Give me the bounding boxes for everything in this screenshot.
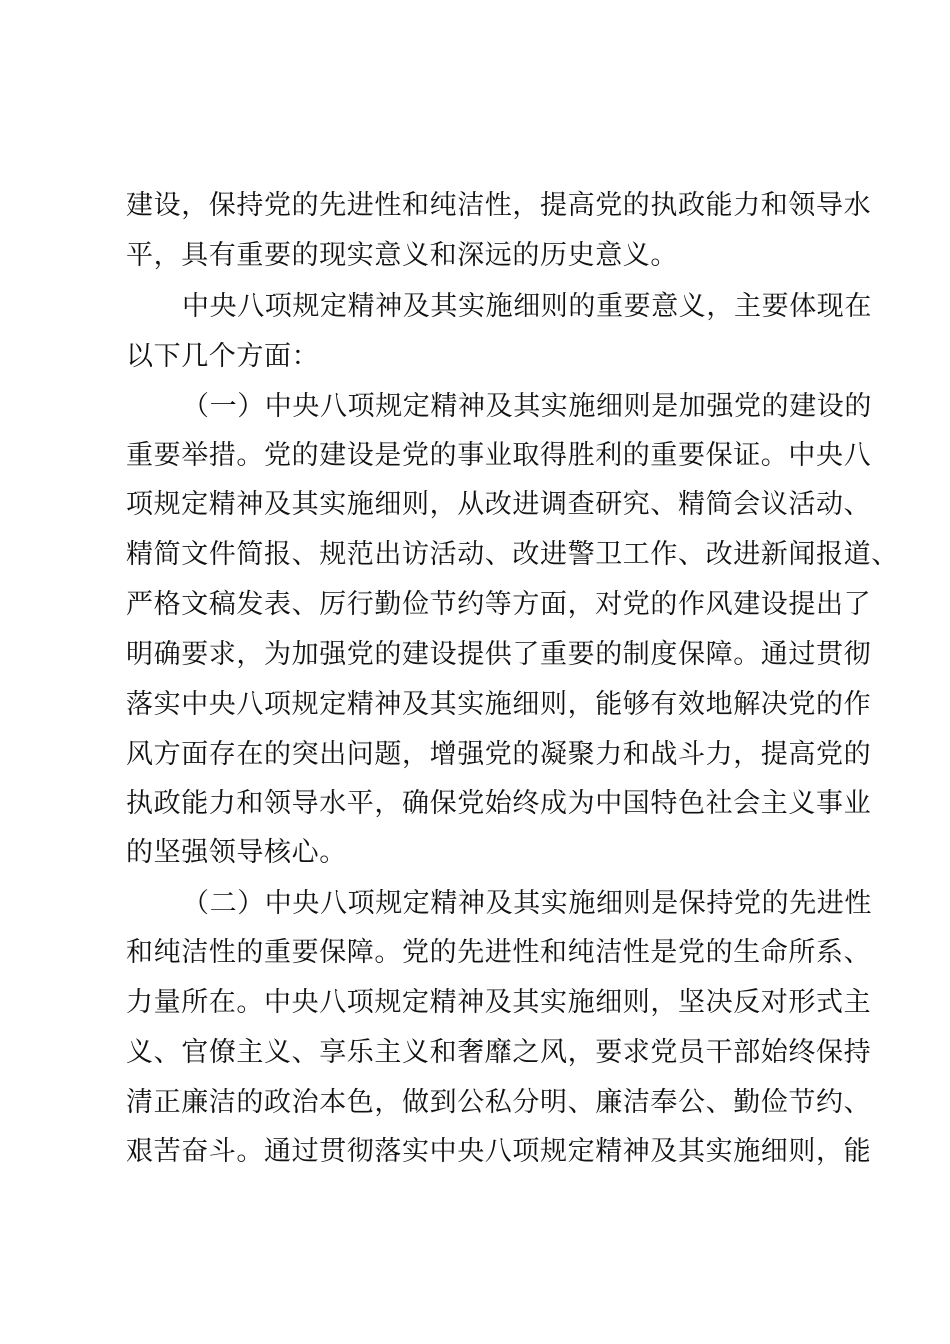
- text-line: 艰苦奋斗。通过贯彻落实中央八项规定精神及其实施细则，能: [126, 1136, 872, 1167]
- text-line: 的坚强领导核心。: [126, 837, 347, 868]
- text-line: 义、官僚主义、享乐主义和奢靡之风，要求党员干部始终保持: [126, 1037, 872, 1068]
- text-line: 明确要求，为加强党的建设提供了重要的制度保障。通过贯彻: [126, 639, 872, 670]
- text-line: 建设，保持党的先进性和纯洁性，提高党的执政能力和领导水: [126, 190, 872, 221]
- text-line: 精简文件简报、规范出访活动、改进警卫工作、改进新闻报道、: [126, 539, 899, 570]
- text-line: 以下几个方面：: [126, 341, 320, 372]
- text-line: 和纯洁性的重要保障。党的先进性和纯洁性是党的生命所系、: [126, 937, 872, 968]
- text-line: 力量所在。中央八项规定精神及其实施细则，坚决反对形式主: [126, 987, 872, 1018]
- text-line: 清正廉洁的政治本色，做到公私分明、廉洁奉公、勤俭节约、: [126, 1087, 872, 1118]
- text-line: 严格文稿发表、厉行勤俭节约等方面，对党的作风建设提出了: [126, 589, 872, 620]
- text-line: 执政能力和领导水平，确保党始终成为中国特色社会主义事业: [126, 788, 872, 819]
- paragraph-start-line: 中央八项规定精神及其实施细则的重要意义，主要体现在: [182, 291, 872, 322]
- section-heading-one: （一）中央八项规定精神及其实施细则是加强党的建设的: [182, 391, 872, 422]
- text-line: 落实中央八项规定精神及其实施细则，能够有效地解决党的作: [126, 689, 872, 720]
- text-line: 风方面存在的突出问题，增强党的凝聚力和战斗力，提高党的: [126, 739, 872, 770]
- text-line: 重要举措。党的建设是党的事业取得胜利的重要保证。中央八: [126, 440, 872, 471]
- text-line: 平，具有重要的现实意义和深远的历史意义。: [126, 240, 678, 271]
- text-line: 项规定精神及其实施细则，从改进调查研究、精简会议活动、: [126, 489, 872, 520]
- section-heading-two: （二）中央八项规定精神及其实施细则是保持党的先进性: [182, 888, 872, 919]
